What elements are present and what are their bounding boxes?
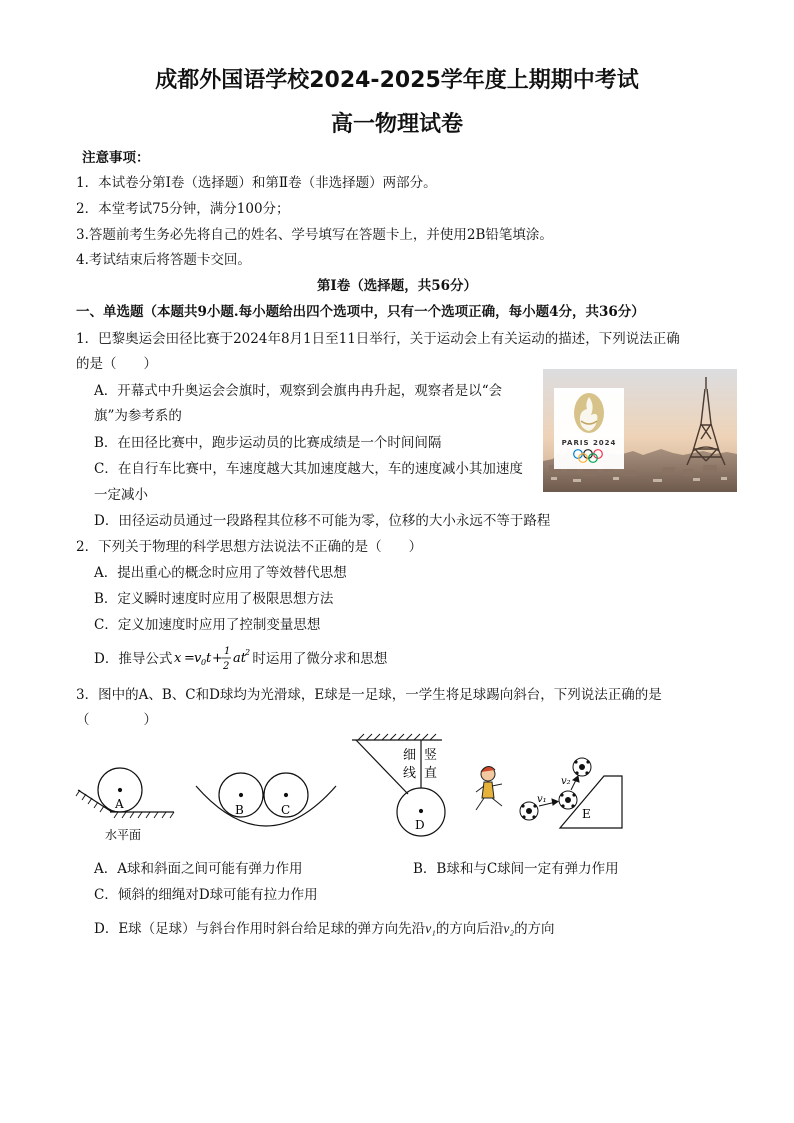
q1-option-c-cont: 一定减小 (94, 487, 148, 503)
v1-symbol: v₁ (425, 921, 436, 936)
q3-figure (74, 732, 654, 852)
vertical-label-1: 竖 (424, 748, 438, 763)
q2-option-d-prefix: D．推导公式 (94, 651, 173, 667)
q1-option-a: A．开幕式中升奥运会会旗时，观察到会旗冉冉升起，观察者是以“会 (94, 383, 503, 399)
rope-label-2: 线 (403, 766, 417, 781)
note-item: 1．本试卷分第Ⅰ卷（选择题）和第Ⅱ卷（非选择题）两部分。 (76, 175, 437, 191)
svg-text:2: 2 (245, 647, 251, 657)
q1-option-c: C．在自行车比赛中，车速度越大其加速度越大，车的速度减小其加速度 (94, 461, 523, 477)
svg-text:=: = (184, 650, 196, 666)
paris-flame-icon (574, 393, 604, 433)
soccer-ball-icon (559, 791, 577, 809)
ball-c-label: C (281, 803, 291, 817)
note-item: 3.答题前考生务必先将自己的姓名、学号填写在答题卡上，并使用2B铅笔填涂。 (76, 227, 553, 243)
note-item: 4.考试结束后将答题卡交回。 (76, 252, 251, 268)
q3-option-d-mid: 的方向后沿 (435, 921, 504, 937)
ground-label: 水平面 (105, 828, 142, 842)
soccer-ball-icon (573, 758, 591, 776)
figure-e (476, 758, 622, 828)
rope-label-1: 细 (403, 748, 417, 763)
v2-symbol: v₂ (503, 921, 515, 936)
section1-heading: 一、单选题（本题共9小题.每小题给出四个选项中，只有一个选项正确，每小题4分，共36分） (76, 304, 645, 320)
kinematics-formula (172, 645, 252, 672)
q3-stem: 3．图中的A、B、C和D球均为光滑球，E球是一足球，一学生将足球踢向斜台，下列说法正确的是 (76, 687, 662, 703)
q3-option-d (94, 917, 555, 937)
q2-option-a: A．提出重心的概念时应用了等效替代思想 (94, 565, 347, 581)
figure-a (76, 768, 174, 818)
ball-b-label: B (235, 803, 244, 817)
soccer-ball-icon (520, 802, 538, 820)
q1-option-a-cont: 旗”为参考系的 (94, 408, 182, 424)
q3-stem-cont: （ ） (76, 712, 157, 728)
notes-heading: 注意事项： (82, 150, 150, 166)
paris-2024-image (543, 369, 737, 492)
q2-option-d-suffix: 时运用了微分求和思想 (252, 651, 388, 667)
q1-option-d: D．田径运动员通过一段路程其位移不可能为零，位移的大小永远不等于路程 (94, 513, 551, 529)
q1-option-b: B．在田径比赛中，跑步运动员的比赛成绩是一个时间间隔 (94, 435, 442, 451)
v1-label: v₁ (537, 794, 547, 805)
svg-text:at: at (233, 650, 247, 666)
q1-stem-cont: 的是（ ） (76, 356, 157, 372)
svg-text:1: 1 (224, 645, 231, 657)
svg-text:+: + (212, 650, 224, 666)
q3-option-d-suffix: 的方向 (514, 921, 555, 937)
vertical-label-2: 直 (424, 766, 438, 781)
student-kicker-icon (476, 766, 502, 810)
q3-option-a: A．A球和斜面之间可能有弹力作用 (94, 861, 303, 877)
part1-heading: 第Ⅰ卷（选择题，共56分） (316, 278, 478, 294)
ball-e-label: E (582, 807, 591, 821)
q2-option-c: C．定义加速度时应用了控制变量思想 (94, 617, 321, 633)
inclined-rope (356, 740, 408, 794)
exam-title: 成都外国语学校2024-2025学年度上期期中考试 (155, 68, 639, 93)
svg-text:v: v (194, 650, 202, 666)
q2-option-d (94, 647, 387, 670)
q3-option-d-prefix: D．E球（足球）与斜台作用时斜台给足球的弹方向先沿 (94, 921, 426, 937)
q1-stem: 1．巴黎奥运会田径比赛于2024年8月1日至11日举行，关于运动会上有关运动的描述，下列说法正确 (76, 331, 680, 347)
figure-bc (196, 773, 336, 826)
note-item: 2．本堂考试75分钟，满分100分； (76, 201, 290, 217)
svg-text:t: t (206, 650, 212, 666)
paris-2024-logo-text: PARIS 2024 (561, 439, 617, 447)
ball-a-label: A (115, 797, 124, 811)
ball-d-label: D (415, 818, 425, 832)
svg-text:0: 0 (201, 657, 207, 667)
svg-text:x: x (174, 650, 182, 666)
svg-text:2: 2 (223, 660, 230, 672)
exam-subtitle: 高一物理试卷 (330, 112, 463, 137)
q2-stem: 2．下列关于物理的科学思想方法说法不正确的是（ ） (76, 539, 423, 555)
q2-option-b: B．定义瞬时速度时应用了极限思想方法 (94, 591, 334, 607)
v2-label: v₂ (561, 776, 571, 787)
q3-option-b: B．B球和与C球间一定有弹力作用 (413, 861, 619, 877)
q3-option-c: C．倾斜的细绳对D球可能有拉力作用 (94, 887, 318, 903)
